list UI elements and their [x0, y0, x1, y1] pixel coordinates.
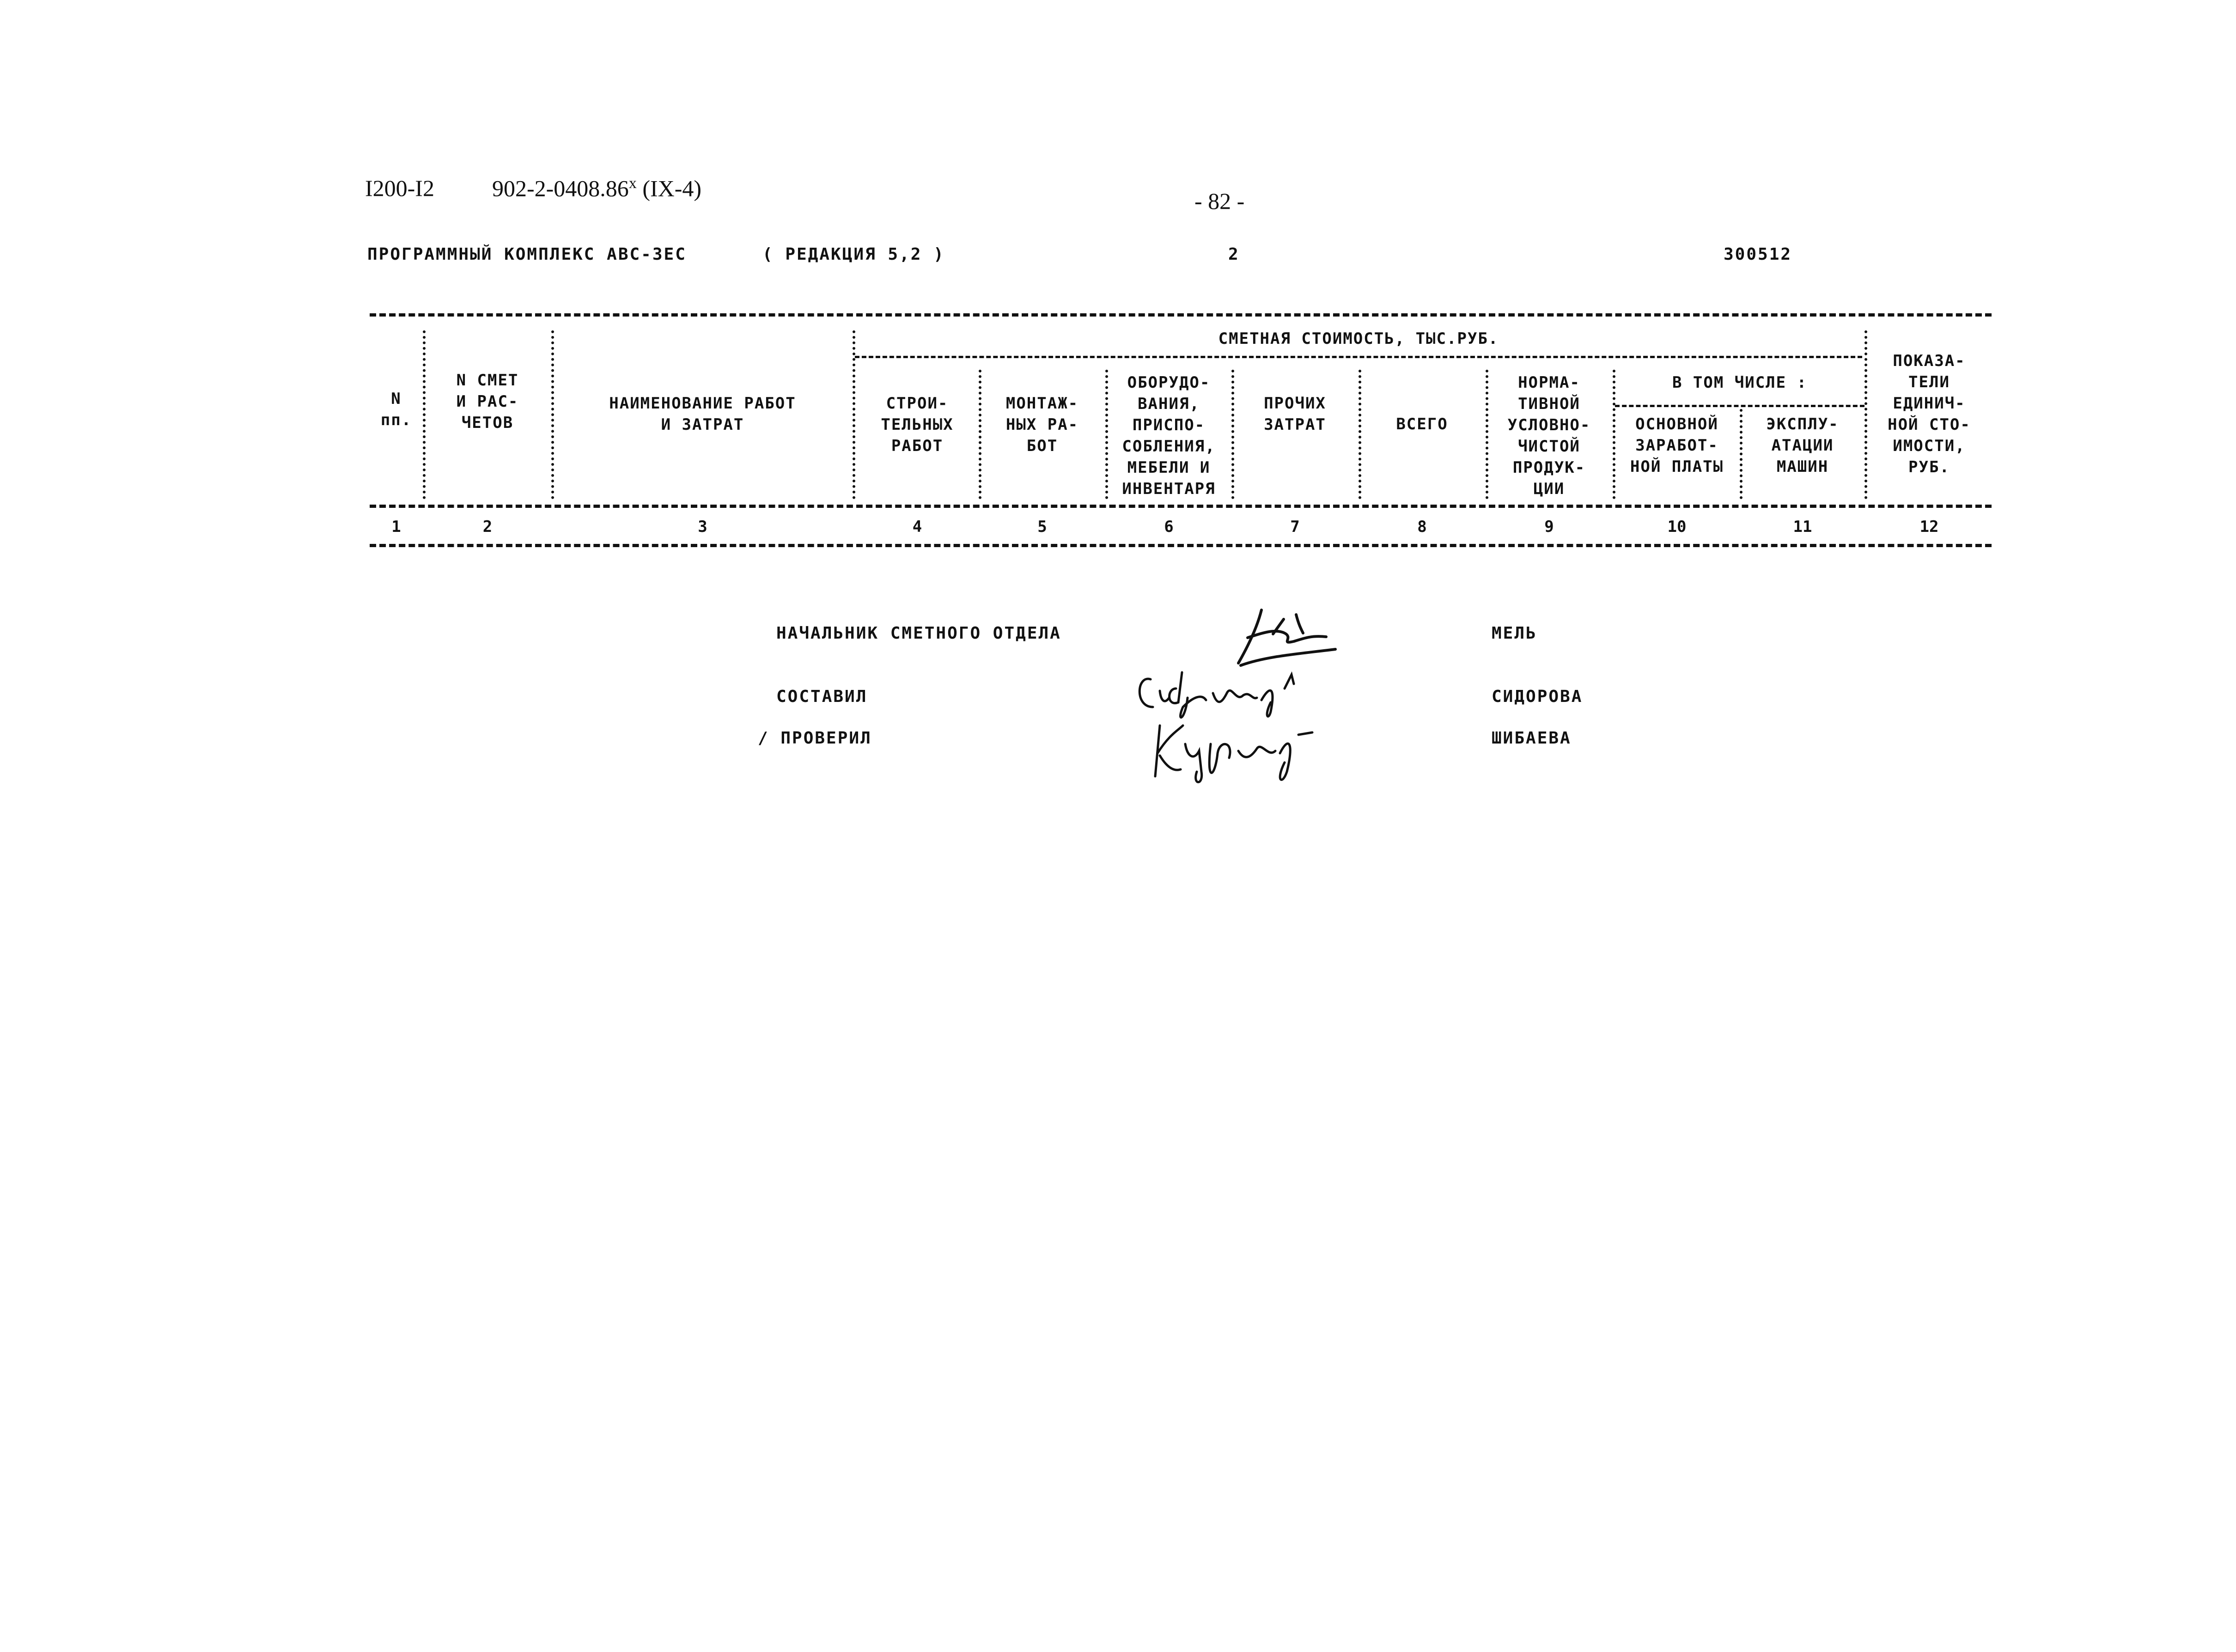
header-col-number: N пп. [380, 390, 412, 429]
column-number: 10 [1667, 518, 1687, 536]
header-col-estimate: N СМЕТ И РАС- ЧЕТОВ [456, 371, 519, 432]
header-col-name: НАИМЕНОВАНИЕ РАБОТ И ЗАТРАТ [609, 394, 796, 434]
program-name: ПРОГРАММНЫЙ КОМПЛЕКС АВС-3ЕС [367, 245, 687, 264]
project-code-number: 902-2-0408.86 [492, 175, 629, 201]
column-number: 12 [1919, 518, 1939, 536]
header-col-other: ПРОЧИХ ЗАТРАТ [1264, 394, 1326, 434]
header-col-norm: НОРМА- ТИВНОЙ УСЛОВНО- ЧИСТОЙ ПРОДУК- ЦИИ [1507, 373, 1591, 498]
page-number: - 82 - [1194, 188, 1245, 214]
table-top-rule [370, 313, 1992, 317]
signature-name: МЕЛЬ [1492, 624, 1537, 643]
column-divider [853, 330, 855, 499]
column-number: 6 [1164, 518, 1174, 536]
project-part: (IX-4) [642, 175, 702, 201]
signature-role: СОСТАВИЛ [776, 687, 868, 706]
column-number: 8 [1417, 518, 1427, 536]
column-number: 2 [482, 518, 493, 536]
header-col-unit: ПОКАЗА- ТЕЛИ ЕДИНИЧ- НОЙ СТО- ИМОСТИ, РУБ. [1888, 352, 1971, 476]
table-bottom-rule [370, 544, 1992, 547]
signature-role: / ПРОВЕРИЛ [758, 729, 872, 748]
header-col-wages: ОСНОВНОЙ ЗАРАБОТ- НОЙ ПЛАТЫ [1630, 415, 1724, 476]
column-number: 11 [1793, 518, 1812, 536]
project-code-superscript: x [628, 175, 637, 192]
cost-group-rule [855, 356, 1862, 358]
header-group-including: В ТОМ ЧИСЛЕ : [1672, 373, 1808, 392]
column-number: 4 [912, 518, 922, 536]
header-col-total: ВСЕГО [1396, 415, 1448, 433]
signature-name: ШИБАЕВА [1492, 729, 1572, 748]
column-number: 1 [391, 518, 401, 536]
header-col-installation: МОНТАЖ- НЫХ РА- БОТ [1005, 394, 1079, 455]
column-number: 9 [1544, 518, 1554, 536]
project-code [492, 175, 701, 202]
doc-code: I200-I2 [365, 175, 434, 201]
handwritten-signature [1141, 707, 1326, 790]
header-group-cost: СМЕТНАЯ СТОИМОСТЬ, ТЫС.РУБ. [1218, 329, 1499, 348]
sheet-number: 2 [1228, 245, 1240, 264]
header-col-equipment: ОБОРУДО- ВАНИЯ, ПРИСПО- СОБЛЕНИЯ, МЕБЕЛИ И ИНВЕНТАРЯ [1122, 373, 1216, 498]
column-number: 7 [1290, 518, 1300, 536]
including-group-rule [1615, 405, 1864, 407]
header-col-construction: СТРОИ- ТЕЛЬНЫХ РАБОТ [881, 394, 954, 455]
header-col-machines: ЭКСПЛУ- АТАЦИИ МАШИН [1766, 415, 1839, 476]
program-edition: ( РЕДАКЦИЯ 5,2 ) [762, 245, 945, 264]
signature-name: СИДОРОВА [1492, 687, 1583, 706]
signature-role: НАЧАЛЬНИК СМЕТНОГО ОТДЕЛА [776, 624, 1061, 643]
column-number: 5 [1037, 518, 1047, 536]
column-number: 3 [698, 518, 707, 536]
document-id: 300512 [1724, 245, 1792, 264]
header-bottom-rule [370, 505, 1992, 508]
